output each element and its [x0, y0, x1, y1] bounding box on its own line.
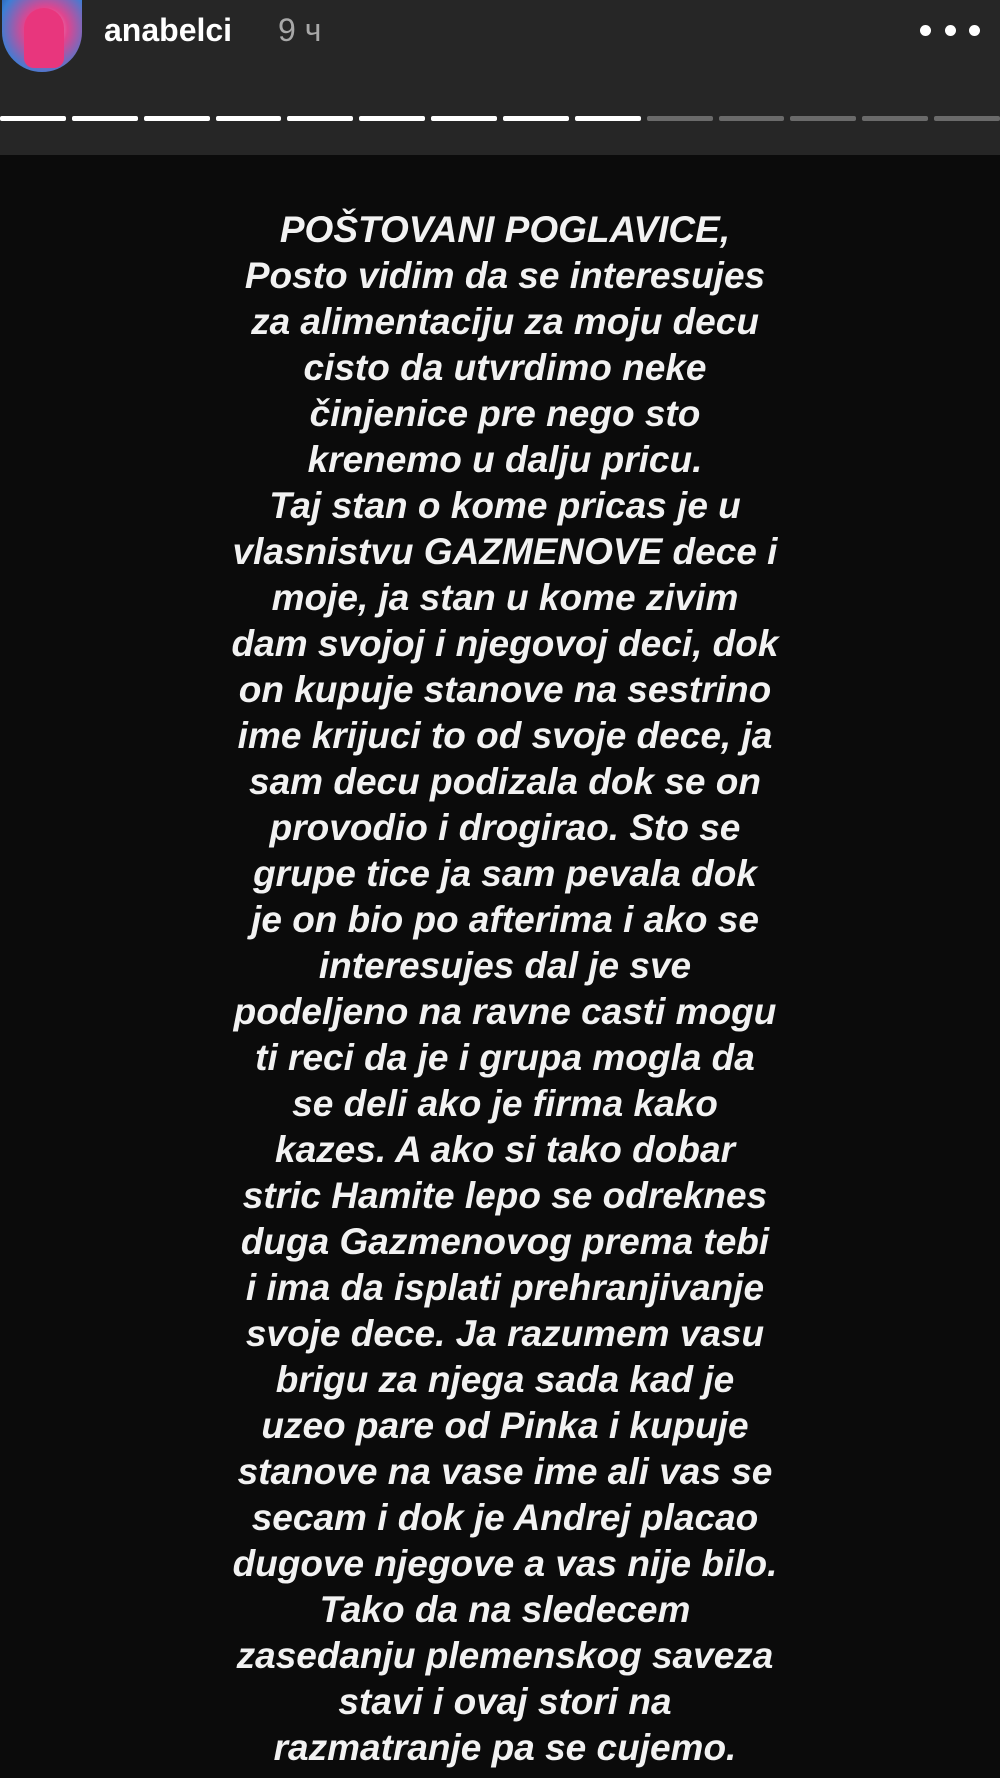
dot-icon — [945, 25, 956, 36]
story-text-line: moje, ja stan u kome zivim — [271, 577, 739, 618]
story-text-line: za alimentaciju za moju decu — [251, 301, 759, 342]
story-text-line: podeljeno na ravne casti mogu — [233, 991, 777, 1032]
story-text-line: Tako da na sledecem — [319, 1589, 691, 1630]
story-text-line: kazes. A ako si tako dobar — [275, 1129, 735, 1170]
progress-segment — [216, 116, 282, 121]
story-text-line: krenemo u dalju pricu. — [307, 439, 703, 480]
story-text-line: cisto da utvrdimo neke — [303, 347, 707, 388]
story-text-line: POŠTOVANI POGLAVICE, — [279, 209, 731, 250]
avatar-photo — [24, 8, 64, 68]
progress-segment — [0, 116, 66, 121]
more-options-icon[interactable] — [920, 22, 980, 38]
story-text-line: dugove njegove a vas nije bilo. — [232, 1543, 778, 1584]
story-text-line: vlasnistvu GAZMENOVE dece i — [232, 531, 778, 572]
story-text-line: interesujes dal je sve — [318, 945, 692, 986]
story-text-line: je on bio po afterima i ako se — [251, 899, 759, 940]
progress-segment — [575, 116, 641, 121]
story-text-line: svoje dece. Ja razumem vasu — [245, 1313, 765, 1354]
story-text-line: uzeo pare od Pinka i kupuje — [261, 1405, 749, 1446]
progress-segment — [934, 116, 1000, 121]
progress-segment — [359, 116, 425, 121]
progress-segment — [647, 116, 713, 121]
story-text-line: stric Hamite lepo se odreknes — [242, 1175, 768, 1216]
story-text-line: brigu za njega sada kad je — [275, 1359, 735, 1400]
story-text-line: Posto vidim da se interesujes — [244, 255, 766, 296]
story-message — [170, 207, 840, 1771]
progress-segment — [790, 116, 856, 121]
story-text-line: stanove na vase ime ali vas se — [237, 1451, 773, 1492]
story-text-line: ti reci da je i grupa mogla da — [255, 1037, 755, 1078]
avatar[interactable] — [2, 0, 82, 72]
story-timestamp: 9 ч — [278, 12, 322, 48]
progress-segment — [144, 116, 210, 121]
dot-icon — [969, 25, 980, 36]
story-text-line: on kupuje stanove na sestrino — [238, 669, 772, 710]
progress-segment — [431, 116, 497, 121]
progress-segment — [72, 116, 138, 121]
story-text-line: činjenice pre nego sto — [309, 393, 701, 434]
dot-icon — [920, 25, 931, 36]
username[interactable]: anabelci — [104, 12, 233, 48]
progress-segment — [503, 116, 569, 121]
story-text-line: provodio i drogirao. Sto se — [269, 807, 741, 848]
story-text-line: dam svojoj i njegovoj deci, dok — [231, 623, 779, 664]
story-progress-bar — [0, 116, 1000, 122]
story-text-line: i ima da isplati prehranjivanje — [245, 1267, 765, 1308]
story-text-line: secam i dok je Andrej placao — [251, 1497, 759, 1538]
story-text-line: razmatranje pa se cujemo. — [273, 1727, 737, 1768]
story-content[interactable] — [0, 155, 1000, 1778]
story-text-line: Taj stan o kome pricas je u — [269, 485, 741, 526]
story-text-line: ime krijuci to od svoje dece, ja — [237, 715, 773, 756]
story-text-line: zasedanju plemenskog saveza — [236, 1635, 774, 1676]
progress-segment — [287, 116, 353, 121]
story-header — [0, 0, 1000, 155]
progress-segment — [719, 116, 785, 121]
progress-segment — [862, 116, 928, 121]
story-text-line: sam decu podizala dok se on — [249, 761, 761, 802]
story-text-line: grupe tice ja sam pevala dok — [253, 853, 757, 894]
story-text-line: duga Gazmenovog prema tebi — [240, 1221, 770, 1262]
story-text-line: se deli ako je firma kako — [292, 1083, 718, 1124]
story-text-line: stavi i ovaj stori na — [338, 1681, 672, 1722]
